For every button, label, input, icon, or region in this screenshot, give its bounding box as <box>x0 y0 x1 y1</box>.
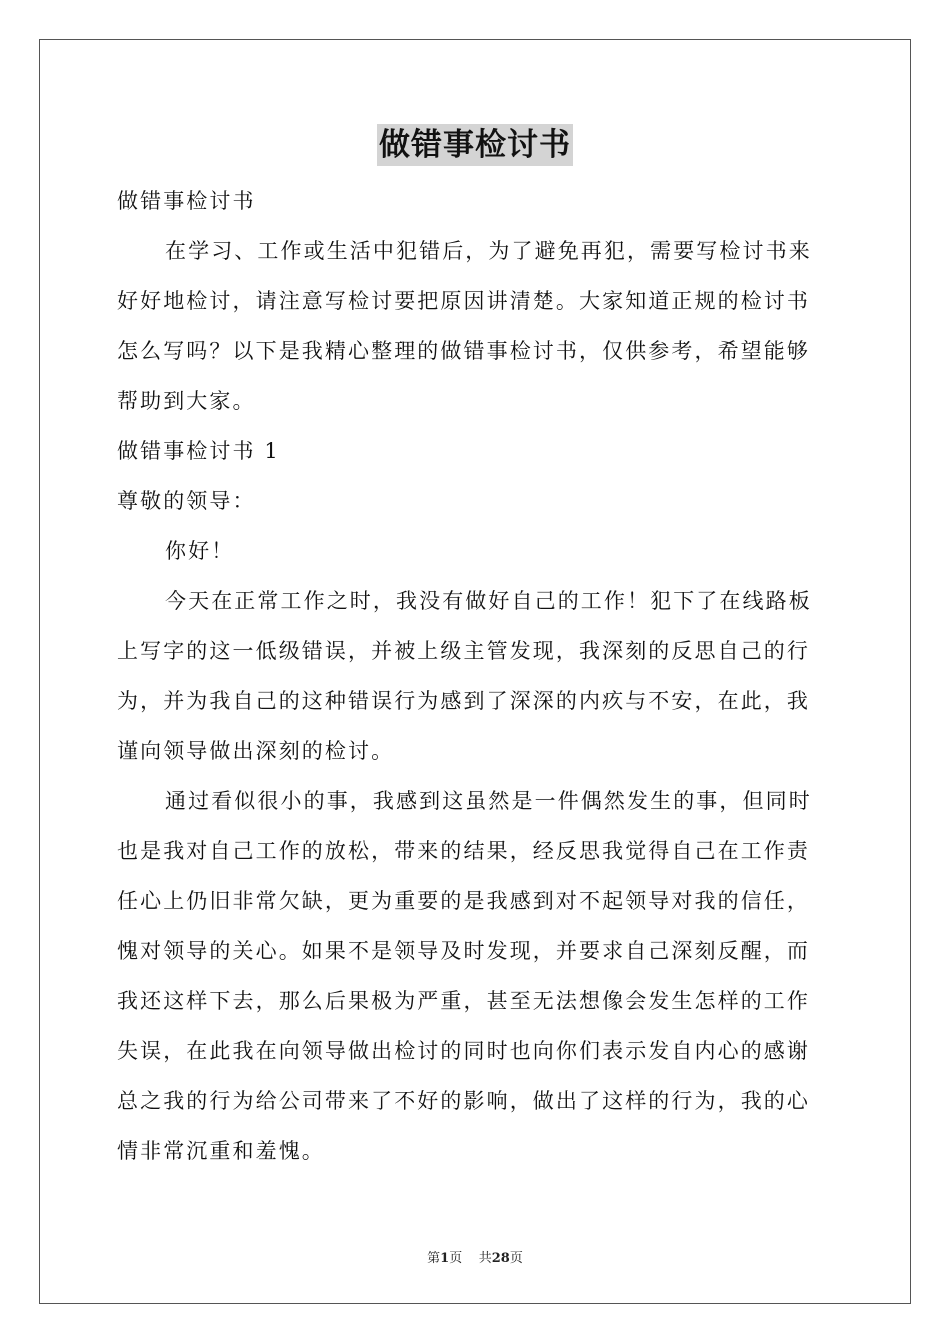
text-line: 怎么写吗？以下是我精心整理的做错事检讨书，仅供参考，希望能够 <box>117 339 810 363</box>
text-line: 帮助到大家。 <box>117 389 256 413</box>
text-line: 总之我的行为给公司带来了不好的影响，做出了这样的行为，我的心 <box>117 1089 810 1113</box>
text-line: 上写字的这一低级错误，并被上级主管发现，我深刻的反思自己的行 <box>117 639 810 663</box>
title-container <box>0 124 950 166</box>
text-line: 好好地检讨，请注意写检讨要把原因讲清楚。大家知道正规的检讨书 <box>117 289 810 313</box>
text-line: 做错事检讨书 <box>117 189 256 213</box>
total-prefix: 共 <box>478 1251 492 1266</box>
page-suffix: 页 <box>449 1251 463 1266</box>
text-line: 通过看似很小的事，我感到这虽然是一件偶然发生的事，但同时 <box>165 789 812 813</box>
text-line: 我还这样下去，那么后果极为严重，甚至无法想像会发生怎样的工作 <box>117 989 810 1013</box>
text-line: 在学习、工作或生活中犯错后，为了避免再犯，需要写检讨书来 <box>165 239 812 263</box>
total-pages: 28 <box>491 1251 510 1266</box>
text-line: 尊敬的领导： <box>117 489 256 513</box>
text-line: 任心上仍旧非常欠缺，更为重要的是我感到对不起领导对我的信任， <box>117 889 810 913</box>
document-title: 做错事检讨书 <box>377 124 573 166</box>
text-line: 谨向领导做出深刻的检讨。 <box>117 739 395 763</box>
document-body <box>117 176 833 1176</box>
total-suffix: 页 <box>509 1251 523 1266</box>
text-line: 情非常沉重和羞愧。 <box>117 1139 325 1163</box>
text-line: 为，并为我自己的这种错误行为感到了深深的内疚与不安，在此，我 <box>117 689 810 713</box>
text-line: 今天在正常工作之时，我没有做好自己的工作！犯下了在线路板 <box>165 589 812 613</box>
text-line: 愧对领导的关心。如果不是领导及时发现，并要求自己深刻反醒，而 <box>117 939 810 963</box>
text-line: 做错事检讨书 1 <box>117 439 280 463</box>
page-number: 1 <box>440 1251 450 1266</box>
page-footer <box>0 1247 950 1266</box>
text-line: 也是我对自己工作的放松，带来的结果，经反思我觉得自己在工作责 <box>117 839 810 863</box>
text-line: 你好！ <box>165 539 235 563</box>
text-line: 失误，在此我在向领导做出检讨的同时也向你们表示发自内心的感谢 <box>117 1039 810 1063</box>
page-prefix: 第 <box>427 1251 441 1266</box>
